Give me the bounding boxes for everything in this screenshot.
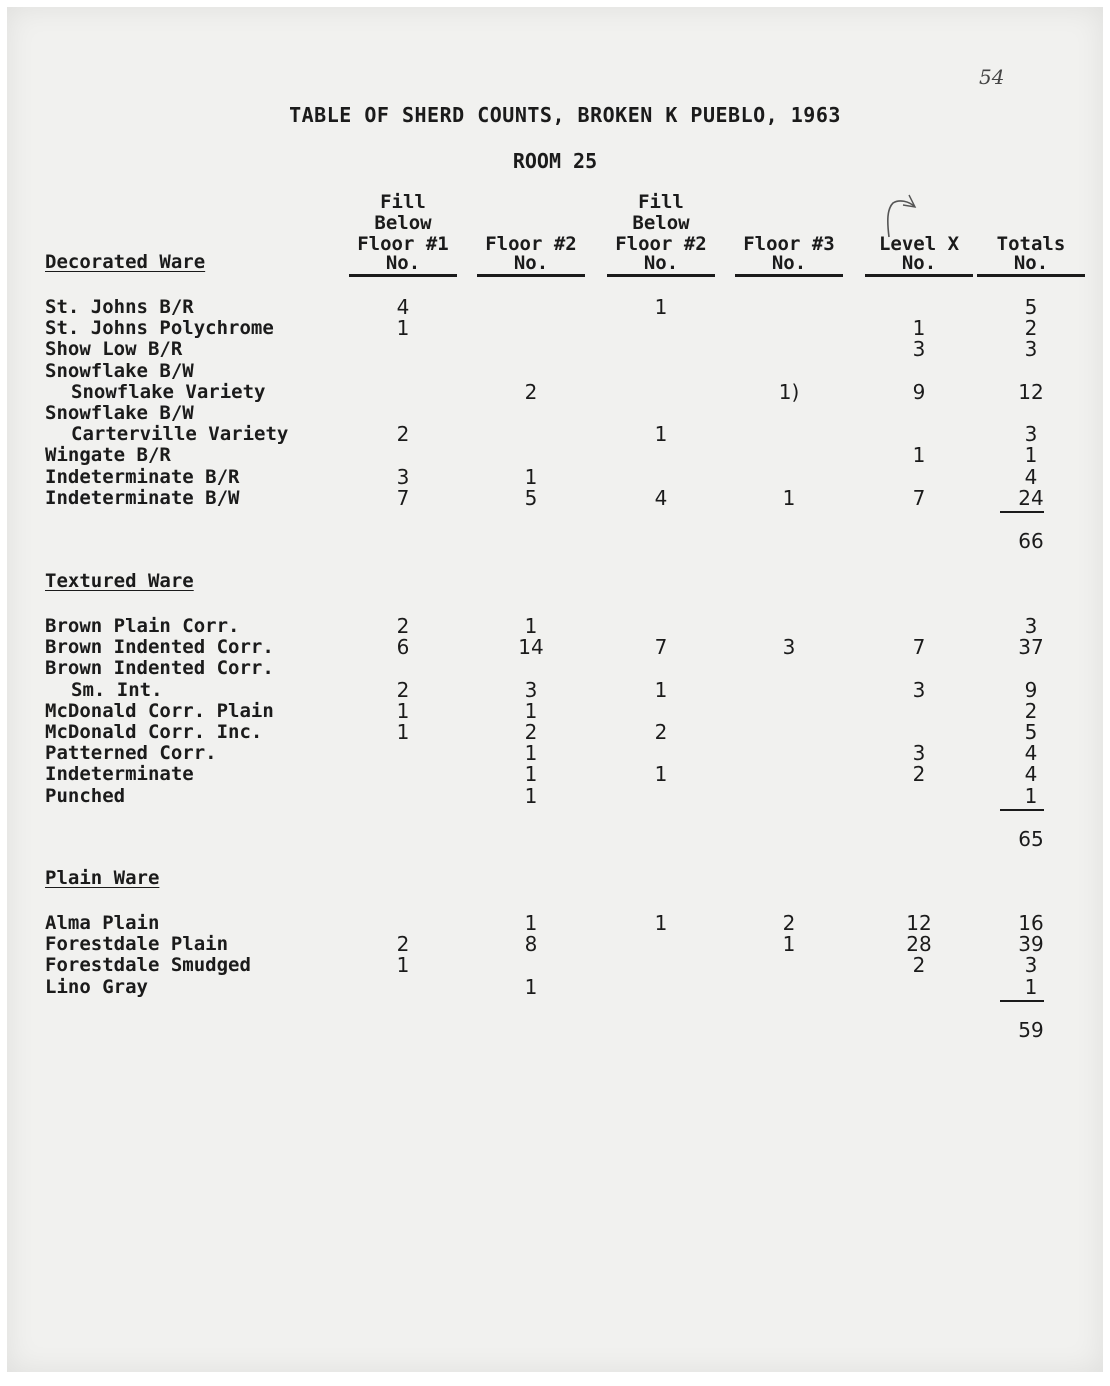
column-header: [349, 191, 457, 277]
count-cell: 8: [524, 932, 538, 957]
count-cell: 1: [524, 464, 538, 489]
ware-type-label: McDonald Corr. Plain: [45, 699, 274, 722]
count-cell: 28: [906, 932, 932, 957]
count-cell: 1: [524, 614, 538, 638]
table-row: [7, 698, 1103, 723]
table-row: [7, 934, 1103, 955]
count-cell: 1: [396, 698, 410, 723]
count-cell: 1: [524, 783, 538, 808]
count-cell: 3: [524, 677, 538, 702]
section-heading: Plain Ware: [45, 867, 160, 889]
table-row: [7, 658, 1103, 679]
count-cell: 1: [524, 698, 538, 723]
ware-type-label: Show Low B/R: [45, 338, 183, 361]
table-row: [7, 783, 1103, 808]
count-cell: 3: [912, 677, 926, 702]
count-cell: 9: [912, 379, 926, 404]
table-row: [7, 722, 1103, 743]
count-cell: 1: [912, 316, 926, 341]
ware-type-label: Wingate B/R: [45, 444, 171, 467]
count-cell: 1): [778, 379, 800, 404]
count-cell: 1: [654, 911, 668, 935]
table-row: [7, 637, 1103, 658]
ware-type-label: McDonald Corr. Inc.: [45, 721, 263, 743]
ware-type-label: Forestdale Smudged: [45, 954, 251, 977]
count-cell: 1: [782, 932, 796, 957]
count-cell: 3: [912, 741, 926, 766]
count-cell: 1: [912, 443, 926, 468]
count-cell: 7: [396, 485, 410, 510]
row-total-cell: 1: [1024, 783, 1038, 808]
row-total-cell: 3: [1024, 337, 1038, 362]
count-cell: 3: [782, 635, 796, 660]
count-cell: 14: [518, 635, 544, 660]
count-cell: 1: [396, 316, 410, 341]
count-cell: 7: [912, 635, 926, 660]
ware-type-label: Forestdale Plain: [45, 933, 229, 956]
section-total: 66: [1018, 529, 1044, 553]
ware-type-label: Snowflake Variety: [71, 380, 266, 403]
ware-type-label: Brown Indented Corr.: [45, 636, 274, 659]
count-cell: 1: [782, 485, 796, 510]
room-subtitle: ROOM 25: [512, 149, 598, 173]
column-heading-text: Floor #3: [743, 233, 835, 255]
row-total-cell: 3: [1024, 422, 1038, 447]
ware-type-label: Indeterminate B/R: [45, 465, 240, 488]
table-row: [7, 485, 1103, 510]
ware-type-label: Patterned Corr.: [45, 742, 217, 765]
row-total-cell: 2: [1024, 698, 1038, 723]
count-cell: 12: [906, 911, 932, 935]
table-row: [7, 361, 1103, 382]
column-heading-text: Level X: [878, 233, 960, 255]
table-row: [7, 974, 1103, 999]
section-total: 59: [1018, 1017, 1044, 1042]
column-unit: No.: [349, 253, 457, 277]
ware-type-label: Sm. Int.: [71, 678, 163, 701]
column-header: [735, 191, 843, 277]
table-row: [7, 616, 1103, 637]
count-cell: 6: [396, 635, 410, 660]
ware-type-label: Snowflake B/W: [45, 359, 194, 382]
row-total-cell: 3: [1024, 614, 1038, 638]
count-cell: 7: [654, 635, 668, 660]
column-unit: No.: [607, 253, 715, 277]
column-heading-text: Fill Below Floor #1: [357, 191, 449, 255]
column-unit: No.: [977, 253, 1085, 277]
page-number: 54: [979, 65, 1005, 89]
table-row: [7, 424, 1103, 445]
count-cell: 2: [912, 953, 926, 978]
row-total-cell: 5: [1024, 720, 1038, 744]
ware-type-label: Punched: [45, 784, 126, 807]
row-total-cell: 4: [1024, 464, 1038, 489]
ware-type-label: Snowflake B/W: [45, 402, 194, 424]
count-cell: 2: [654, 720, 668, 744]
count-cell: 1: [654, 422, 668, 447]
count-cell: 7: [912, 485, 926, 510]
table-row: [7, 445, 1103, 466]
row-total-cell: 5: [1024, 295, 1038, 319]
sum-line: [1000, 511, 1044, 513]
table-row: [7, 318, 1103, 339]
count-cell: 1: [524, 741, 538, 766]
column-unit: No.: [735, 253, 843, 277]
count-cell: 2: [524, 720, 538, 744]
row-total-cell: 9: [1024, 677, 1038, 702]
table-row: [7, 955, 1103, 976]
section-heading: Textured Ware: [45, 570, 194, 592]
count-cell: 2: [524, 379, 538, 404]
column-header: [477, 191, 585, 277]
column-heading-text: Fill Below Floor #2: [615, 191, 707, 255]
count-cell: 1: [524, 762, 538, 787]
row-total-cell: 3: [1024, 953, 1038, 978]
count-cell: 1: [654, 677, 668, 702]
count-cell: 2: [782, 911, 796, 935]
ware-type-label: Alma Plain: [45, 912, 160, 934]
ware-type-label: Indeterminate B/W: [45, 486, 240, 509]
row-total-cell: 37: [1018, 635, 1044, 660]
row-total-cell: 1: [1024, 974, 1038, 999]
count-cell: 4: [396, 295, 410, 319]
count-cell: 1: [524, 911, 538, 935]
table-row: [7, 379, 1103, 404]
count-cell: 1: [396, 953, 410, 978]
row-total-cell: 2: [1024, 316, 1038, 341]
count-cell: 1: [654, 295, 668, 319]
section-total: 65: [1018, 826, 1044, 851]
count-cell: 2: [396, 422, 410, 447]
count-cell: 1: [396, 720, 410, 744]
table-row: [7, 339, 1103, 360]
table-row: [7, 764, 1103, 785]
ware-type-label: Brown Indented Corr.: [45, 657, 274, 680]
count-cell: 1: [524, 974, 538, 999]
column-heading-text: Floor #2: [485, 233, 577, 255]
ware-type-label: St. Johns B/R: [45, 296, 194, 318]
row-total-cell: 16: [1018, 911, 1044, 935]
section-heading: Decorated Ware: [45, 251, 206, 273]
column-unit: No.: [477, 253, 585, 277]
row-total-cell: 24: [1018, 485, 1044, 510]
count-cell: 5: [524, 485, 538, 510]
row-total-cell: 4: [1024, 741, 1038, 766]
ware-type-label: Brown Plain Corr.: [45, 615, 240, 637]
table-row: [7, 403, 1103, 424]
table-row: [7, 464, 1103, 489]
document-page: [7, 7, 1103, 1372]
sum-line: [1000, 809, 1044, 811]
count-cell: 1: [654, 762, 668, 787]
ware-type-label: Carterville Variety: [71, 423, 289, 446]
column-heading-text: Totals: [996, 233, 1066, 255]
column-header: [865, 191, 973, 277]
table-row: [7, 297, 1103, 318]
column-unit: No.: [865, 253, 973, 277]
row-total-cell: 39: [1018, 932, 1044, 957]
ware-type-label: St. Johns Polychrome: [45, 317, 274, 340]
count-cell: 2: [396, 677, 410, 702]
count-cell: 2: [912, 762, 926, 787]
count-cell: 2: [396, 614, 410, 638]
count-cell: 2: [396, 932, 410, 957]
sum-line: [1000, 1000, 1044, 1002]
count-cell: 3: [912, 337, 926, 362]
column-header: [607, 191, 715, 277]
table-title: TABLE OF SHERD COUNTS, BROKEN K PUEBLO, 1963: [289, 103, 841, 127]
ware-type-label: Lino Gray: [45, 975, 148, 998]
row-total-cell: 12: [1018, 379, 1044, 404]
count-cell: 3: [396, 464, 410, 489]
row-total-cell: 1: [1024, 443, 1038, 468]
table-row: [7, 743, 1103, 764]
table-row: [7, 677, 1103, 702]
row-total-cell: 4: [1024, 762, 1038, 787]
column-header: [977, 191, 1085, 277]
ware-type-label: Indeterminate: [45, 763, 194, 786]
table-row: [7, 913, 1103, 934]
count-cell: 4: [654, 485, 668, 510]
